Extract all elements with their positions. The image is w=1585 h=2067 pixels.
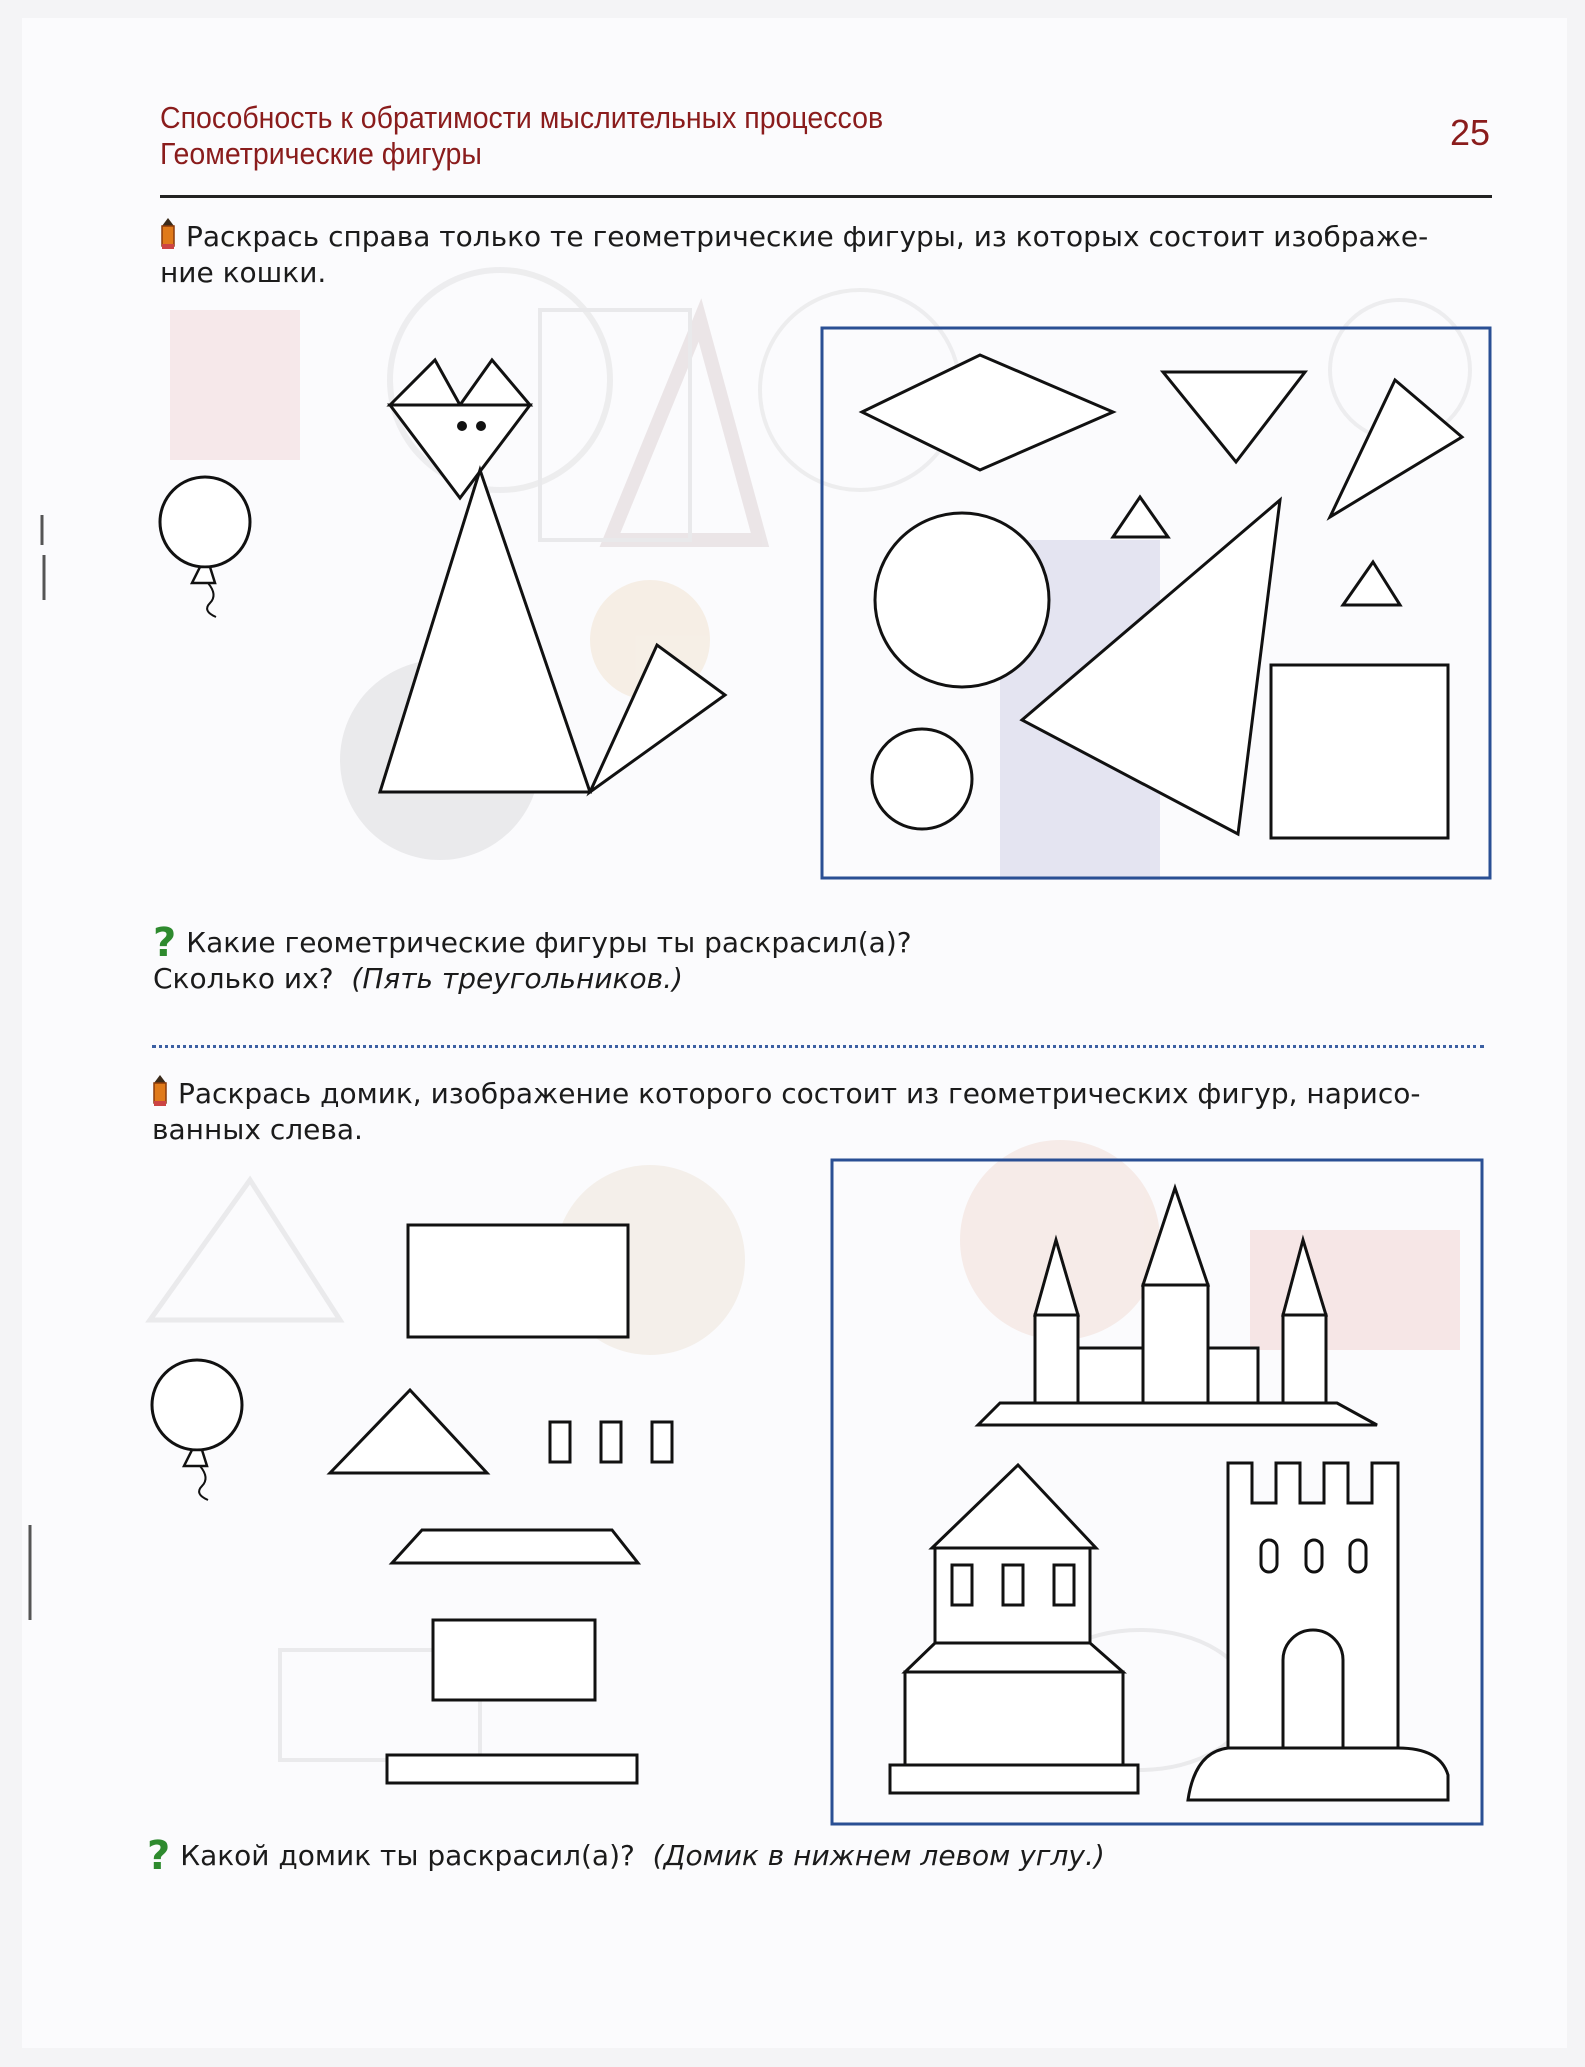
question2-answer: (Домик в нижнем левом углу.) — [652, 1839, 1105, 1872]
page-number: 25 — [1450, 112, 1491, 153]
header-line-1: Способность к обратимости мыслительных процессов — [160, 100, 884, 135]
question1-line-1: Какие геометрические фигуры ты раскрасил(а)? — [186, 926, 912, 959]
question1-line-2: Сколько их? — [153, 962, 334, 995]
question2-prefix: Какой домик ты раскрасил(а)? — [180, 1839, 635, 1872]
task2-line-1: Раскрась домик, изображение которого состоит из геометрических фигур, нарисо- — [178, 1077, 1421, 1110]
header-line-2: Геометрические фигуры — [160, 136, 482, 171]
question-mark-icon: ? — [147, 1833, 171, 1879]
question-mark-icon: ? — [153, 920, 177, 966]
question1-answer: (Пять треугольников.) — [351, 962, 683, 995]
task2-line-2: ванных слева. — [152, 1113, 363, 1146]
task1-line-2: ние кошки. — [160, 256, 327, 289]
task1-line-1: Раскрась справа только те геометрические фигуры, из которых состоит изображе- — [186, 220, 1429, 253]
